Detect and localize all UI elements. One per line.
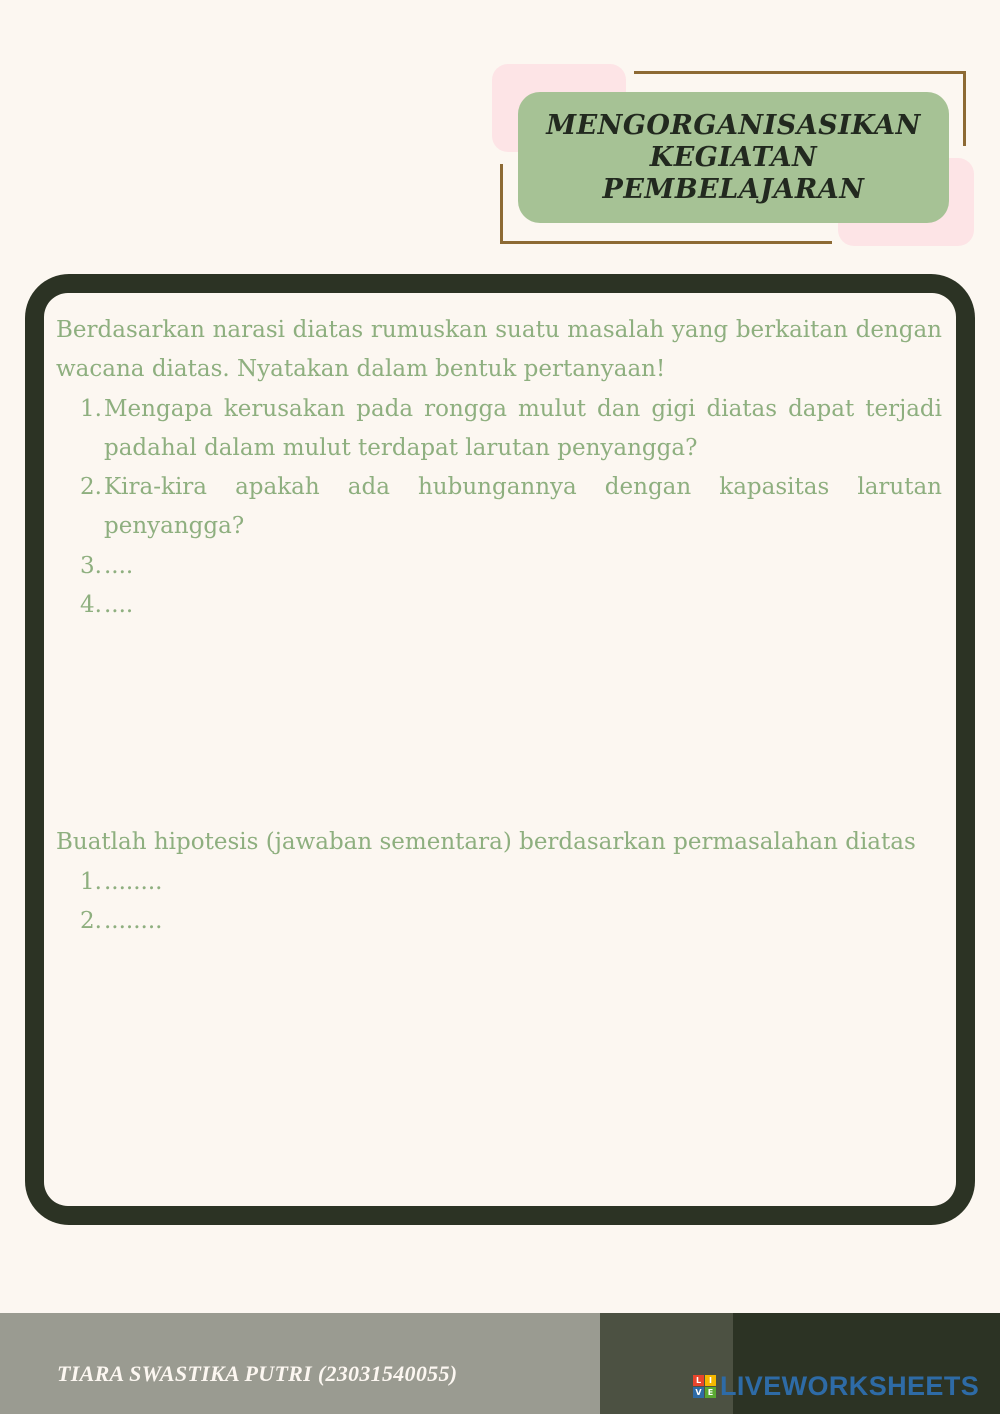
hypothesis-item-number: 2. (80, 907, 102, 934)
problem-item (56, 586, 942, 625)
hypothesis-list (56, 863, 942, 942)
problem-item-number: 2. (80, 474, 102, 501)
page-title-line-2: KEGIATAN (649, 141, 818, 173)
problem-item-number: 4. (80, 592, 102, 619)
answer-space (56, 625, 942, 823)
worksheet-content (44, 293, 956, 1206)
problem-item-text: .... (104, 592, 134, 619)
problem-item-number: 1. (80, 395, 102, 422)
hypothesis-item-number: 1. (80, 868, 102, 895)
problem-item (56, 468, 942, 547)
hypothesis-item-text: ........ (104, 868, 163, 895)
liveworksheets-logo-icon: L I V E (693, 1375, 716, 1398)
liveworksheets-brand[interactable] (693, 1371, 979, 1401)
problem-item-text: Kira-kira apakah ada hubungannya dengan kapasitas larutan penyangga? (104, 474, 942, 540)
page-title-line-1: MENGORGANISASIKAN (546, 109, 921, 141)
problem-item-number: 3. (80, 552, 102, 579)
worksheet-frame (25, 274, 975, 1225)
page-title-line-3: PEMBELAJARAN (602, 173, 865, 205)
title-card (518, 92, 949, 223)
problem-item-text: .... (104, 552, 134, 579)
hypothesis-item (56, 902, 942, 941)
hypothesis-section (56, 823, 942, 941)
author-name: TIARA SWASTIKA PUTRI (23031540055) (57, 1361, 458, 1386)
footer (0, 1313, 1000, 1414)
page-title (546, 110, 921, 206)
hypothesis-item-text: ........ (104, 907, 163, 934)
problem-section (56, 311, 942, 625)
hypothesis-prompt: Buatlah hipotesis (jawaban sementara) berdasarkan permasalahan diatas (56, 829, 916, 856)
problem-prompt: Berdasarkan narasi diatas rumuskan suatu masalah yang berkaitan dengan wacana diatas. Nyatakan dalam bentuk pertanyaan! (56, 317, 942, 383)
problem-item-text: Mengapa kerusakan pada rongga mulut dan gigi diatas dapat terjadi padahal dalam mulut terdapat larutan penyangga? (104, 395, 942, 461)
hypothesis-item (56, 863, 942, 902)
liveworksheets-wordmark: LIVEWORKSHEETS (720, 1370, 980, 1401)
problem-item (56, 390, 942, 469)
problem-list (56, 390, 942, 626)
problem-item (56, 547, 942, 586)
